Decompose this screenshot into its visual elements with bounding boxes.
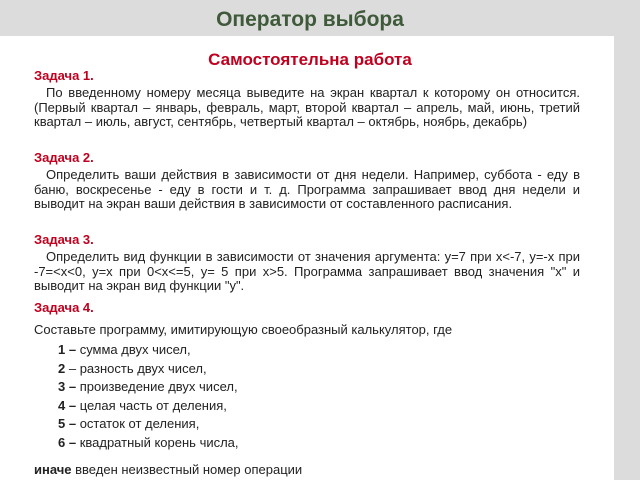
footer-text: введен неизвестный номер операции	[71, 462, 303, 477]
operation-text: – разность двух чисел,	[65, 360, 207, 376]
slide-title: Оператор выбора	[216, 8, 404, 31]
operation-item	[58, 434, 239, 453]
operation-text: целая часть от деления,	[76, 397, 227, 413]
task-2-text: Определить ваши действия в зависимости от дня недели. Например, суббота - еду в баню, воскресенье - еду в гости и т. д. Программа запрашивает ввод дня недели и выводит на экран ваши действия в зависимости от составленного расписания.	[34, 167, 580, 211]
operations-list	[58, 341, 239, 453]
task-3-text: Определить вид функции в зависимости от значения аргумента: y=7 при x<-7, y=-x при -7=<x<0, y=x при 0<x<=5, y= 5 при x>5. Программа запрашивает ввод значения "x" и выводит на экран вид функции "y".	[34, 249, 580, 293]
operation-number: 3 –	[58, 379, 77, 395]
operation-number: 1 –	[58, 342, 77, 357]
task-3-label: Задача 3.	[34, 232, 94, 247]
operation-text: произведение двух чисел,	[76, 379, 238, 395]
operation-number: 2	[58, 360, 66, 376]
operation-number: 6 –	[58, 434, 77, 450]
operation-number: 5 –	[58, 416, 77, 432]
slide-subtitle: Самостоятельна работа	[208, 50, 412, 69]
operation-item	[58, 397, 239, 416]
task-2-label: Задача 2.	[34, 150, 94, 165]
task-4-intro: Составьте программу, имитирующую своеобразный калькулятор, где	[34, 322, 453, 337]
operation-item	[58, 415, 239, 434]
operation-text: остаток от деления,	[76, 416, 200, 432]
task-4-label: Задача 4.	[34, 300, 94, 315]
footer-keyword: иначе	[34, 462, 72, 477]
operation-text: квадратный корень числа,	[76, 434, 239, 450]
operation-text: сумма двух чисел,	[76, 342, 191, 357]
task-1-text: По введенному номеру месяца выведите на экран квартал к которому он относится. (Первый квартал – январь, февраль, март, второй квартал – апрель, май, июнь, третий квартал – июль, август, сентябрь, четвертый квартал – октябрь, ноябрь, декабрь)	[34, 85, 580, 129]
operation-item	[58, 360, 239, 379]
task-1-label: Задача 1.	[34, 68, 94, 83]
task-4-footer	[34, 462, 302, 477]
operation-item	[58, 378, 239, 397]
operation-number: 4 –	[58, 397, 77, 413]
right-side-band	[614, 36, 640, 480]
operation-item	[58, 341, 239, 360]
